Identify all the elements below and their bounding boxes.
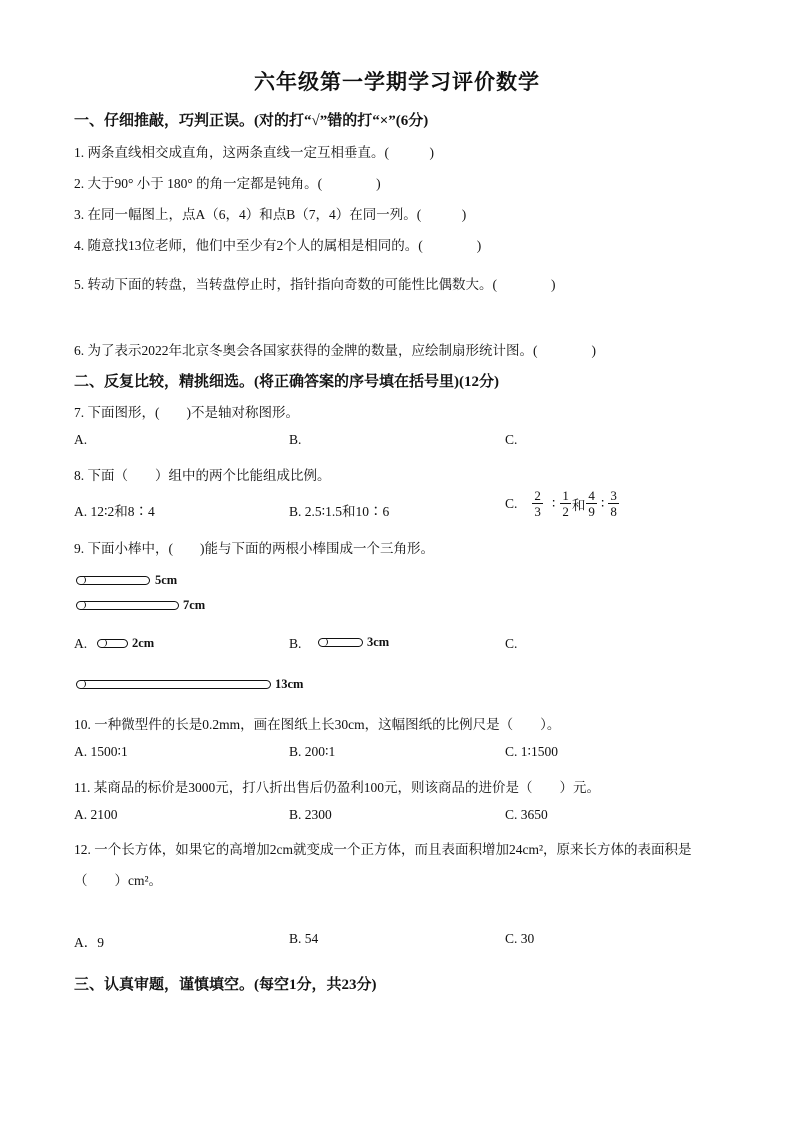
question-9: 9. 下面小棒中，( )能与下面的两根小棒围成一个三角形。 (74, 541, 434, 556)
q9-option-a: A. (74, 636, 88, 651)
stick-3cm (318, 638, 363, 647)
q11-option-b: B. 2300 (289, 807, 332, 822)
q8-option-c (505, 488, 620, 519)
stick-13cm (76, 680, 271, 689)
stick-2cm-label: 2cm (132, 636, 155, 650)
q10-option-c: C. 1∶1500 (505, 744, 559, 759)
question-2: 2. 大于90° 小于 180° 的角一定都是钝角。( ) (74, 176, 381, 191)
q8-c-label: C. (505, 495, 518, 511)
stick-5cm-label: 5cm (155, 573, 178, 587)
and-text: 和 (571, 497, 586, 513)
page-title: 六年级第一学期学习评价数学 (254, 70, 540, 94)
question-11: 11. 某商品的标价是3000元，打八折出售后仍盈利100元，则该商品的进价是（ ）元。 (74, 780, 600, 795)
stick-7cm (76, 601, 179, 610)
question-1: 1. 两条直线相交成直角，这两条直线一定互相垂直。( ) (74, 145, 434, 160)
question-12-line2: （ ）cm²。 (74, 873, 163, 888)
q7-option-b: B. (289, 432, 302, 447)
q12-option-a: A．9 (74, 935, 104, 950)
question-3: 3. 在同一幅图上，点A（6，4）和点B（7，4）在同一列。( ) (74, 207, 467, 222)
question-8: 8. 下面（ ）组中的两个比能组成比例。 (74, 468, 331, 483)
question-4: 4. 随意找13位老师，他们中至少有2个人的属相是相同的。( ) (74, 238, 482, 253)
fraction-2-3: $\frac{2}{3}$ (534, 488, 541, 519)
q10-option-a: A. 1500∶1 (74, 744, 128, 759)
q11-option-c: C. 3650 (505, 807, 548, 822)
q11-option-a: A. 2100 (74, 807, 118, 822)
q9-option-b: B. (289, 636, 302, 651)
ratio-colon: ∶ (551, 495, 556, 511)
ratio-colon: ∶ (600, 495, 605, 511)
stick-13cm-label: 13cm (275, 677, 304, 691)
q12-option-b: B. 54 (289, 931, 319, 946)
fraction-1-2: $\frac{1}{2}$ (562, 488, 569, 519)
section2-heading: 二、反复比较，精挑细选。(将正确答案的序号填在括号里)(12分) (74, 374, 499, 390)
stick-2cm (97, 639, 128, 648)
q8-option-b: B. 2.5∶1.5和10∶6 (289, 504, 390, 519)
question-7: 7. 下面图形，( )不是轴对称图形。 (74, 405, 299, 420)
section3-heading: 三、认真审题，谨慎填空。(每空1分，共23分) (74, 977, 377, 993)
q10-option-b: B. 200∶1 (289, 744, 336, 759)
question-5: 5. 转动下面的转盘，当转盘停止时，指针指向奇数的可能性比偶数大。( ) (74, 277, 556, 292)
fraction-4-9: $\frac{4}{9}$ (588, 488, 595, 519)
section1-heading: 一、仔细推敲，巧判正误。(对的打“√”错的打“×”(6分) (74, 113, 429, 129)
question-10: 10. 一种微型件的长是0.2mm，画在图纸上长30cm，这幅图纸的比例尺是（ ）。 (74, 717, 561, 732)
q9-option-c: C. (505, 636, 518, 651)
q12-option-c: C. 30 (505, 931, 535, 946)
stick-3cm-label: 3cm (367, 635, 390, 649)
q7-option-c: C. (505, 432, 518, 447)
q8-option-a: A. 12∶2和8∶4 (74, 504, 155, 519)
stick-7cm-label: 7cm (183, 598, 206, 612)
fraction-3-8: $\frac{3}{8}$ (610, 488, 617, 519)
stick-5cm (76, 576, 150, 585)
question-12-line1: 12. 一个长方体，如果它的高增加2cm就变成一个正方体，而且表面积增加24cm²，原来长方体的表面积是 (74, 842, 692, 857)
q7-option-a: A. (74, 432, 88, 447)
question-6: 6. 为了表示2022年北京冬奥会各国家获得的金牌的数量，应绘制扇形统计图。( ) (74, 343, 596, 358)
